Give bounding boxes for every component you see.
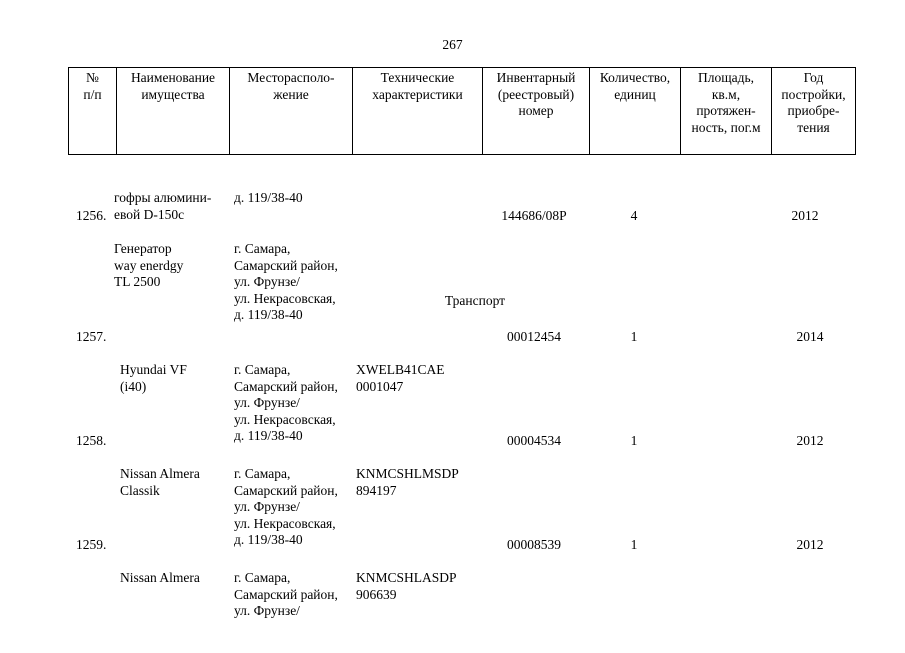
column-header-inventory: Инвентарный (реестровый) номер [483, 68, 590, 155]
row-inventory: 00008539 [507, 537, 561, 552]
row-name: Генератор way enerdgy TL 2500 [114, 241, 184, 289]
row-specs: XWELB41CAE 0001047 [356, 362, 445, 394]
continuation-location: д. 119/38-40 [234, 190, 303, 205]
row-inventory: 00012454 [507, 329, 561, 344]
column-header-year: Год постройки, приобре- тения [772, 68, 856, 155]
row-name: Hyundai VF (i40) [120, 362, 187, 394]
column-header-number: № п/п [69, 68, 117, 155]
column-header-specs: Технические характеристики [353, 68, 483, 155]
row-name: Nissan Almera Classik [120, 466, 200, 498]
row-year: 2012 [796, 433, 824, 448]
row-name: Nissan Almera [120, 570, 200, 585]
row-number: 1258. [76, 433, 107, 448]
row-quantity: 1 [630, 537, 638, 552]
row-quantity: 1 [630, 433, 638, 448]
row-number: 1259. [76, 537, 107, 552]
row-year: 2012 [796, 537, 824, 552]
row-location: г. Самара, Самарский район, ул. Фрунзе/ ул. Некрасовская, д. 119/38-40 [234, 362, 338, 443]
row-location: г. Самара, Самарский район, ул. Фрунзе/ ул. Некрасовская, д. 119/38-40 [234, 466, 338, 547]
row-specs: KNMCSHLMSDP 894197 [356, 466, 459, 498]
row-year: 2012 [791, 208, 819, 223]
page-number: 267 [442, 37, 463, 52]
section-heading: Транспорт [444, 293, 506, 308]
column-header-area: Площадь, кв.м, протяжен- ность, пог.м [681, 68, 772, 155]
column-header-location: Месторасполо- жение [230, 68, 353, 155]
row-quantity: 4 [630, 208, 638, 223]
row-number: 1256. [76, 208, 107, 223]
table-header [68, 67, 856, 155]
row-inventory: 144686/08Р [501, 208, 567, 223]
row-location: г. Самара, Самарский район, ул. Фрунзе/ [234, 570, 338, 618]
continuation-name: гофры алюмини- евой D-150с [114, 190, 212, 222]
column-header-name: Наименование имущества [117, 68, 230, 155]
row-number: 1257. [76, 329, 107, 344]
column-header-quantity: Количество, единиц [590, 68, 681, 155]
row-location: г. Самара, Самарский район, ул. Фрунзе/ ул. Некрасовская, д. 119/38-40 [234, 241, 338, 322]
row-quantity: 1 [630, 329, 638, 344]
row-inventory: 00004534 [507, 433, 561, 448]
row-year: 2014 [796, 329, 824, 344]
row-specs: KNMCSHLASDP 906639 [356, 570, 457, 602]
